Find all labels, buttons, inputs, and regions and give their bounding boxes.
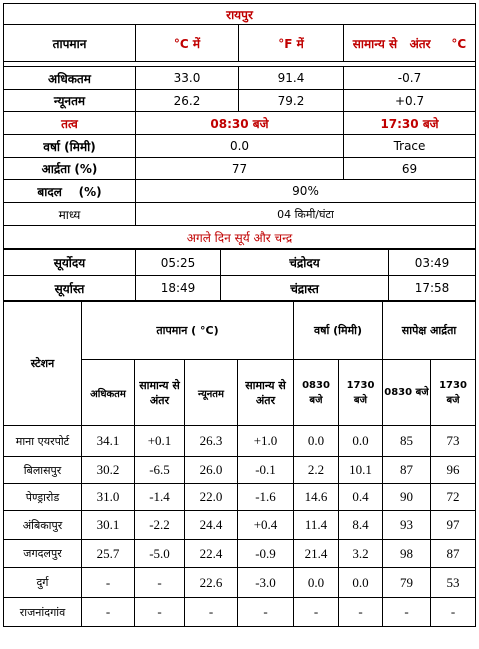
cloud-value: 90%: [136, 180, 476, 203]
humidity-1730: 87: [431, 540, 476, 568]
max-col-header: अधिकतम: [82, 360, 135, 426]
rain-0830: -: [294, 598, 339, 627]
sunrise-label: सूर्योदय: [4, 250, 136, 276]
cloud-label: बादल (%): [4, 180, 136, 203]
max-diff: -: [135, 598, 185, 627]
max-diff: -: [135, 568, 185, 598]
humidity-1730: 97: [431, 511, 476, 540]
rain-1730: 0.4: [339, 484, 383, 511]
humidity-1730: 69: [344, 158, 476, 180]
sunset-label: सूर्यास्त: [4, 276, 136, 301]
table-row: [4, 568, 476, 598]
element-label: तत्व: [4, 112, 136, 135]
min-temp: 22.4: [185, 540, 238, 568]
moonrise-label: चंद्रोदय: [221, 250, 389, 276]
sunset-value: 18:49: [136, 276, 221, 301]
humidity-1730: 73: [431, 426, 476, 457]
max-temp: 30.1: [82, 511, 135, 540]
rain-1730: Trace: [344, 135, 476, 158]
station-name: राजनांदगांव: [4, 598, 82, 627]
rain-1730: 10.1: [339, 457, 383, 484]
max-diff: -5.0: [135, 540, 185, 568]
sun-moon-table: [3, 249, 476, 301]
min-temp: 26.0: [185, 457, 238, 484]
normal-diff-header: सामान्य से अंतर °C: [344, 25, 476, 62]
humidity-0830: 87: [383, 457, 431, 484]
table-row: [4, 598, 476, 627]
table-row: [4, 511, 476, 540]
sunrise-value: 05:25: [136, 250, 221, 276]
rain-0830: 0.0: [294, 568, 339, 598]
humidity-label: आर्द्रता (%): [4, 158, 136, 180]
max-diff: -2.2: [135, 511, 185, 540]
max-temp: -: [82, 568, 135, 598]
humidity-1730: 72: [431, 484, 476, 511]
max-celsius: 33.0: [136, 67, 239, 90]
min-celsius: 26.2: [136, 90, 239, 112]
wind-label: माध्य: [4, 203, 136, 226]
min-diff: +0.4: [238, 511, 294, 540]
min-diff-col-header: सामान्य से अंतर: [238, 360, 294, 426]
humidity-0830: 98: [383, 540, 431, 568]
min-diff: -: [238, 598, 294, 627]
humidity-1730: 96: [431, 457, 476, 484]
humidity-0830: 79: [383, 568, 431, 598]
min-col-header: न्यूनतम: [185, 360, 238, 426]
rain-1730: 0.0: [339, 568, 383, 598]
min-label: न्यूनतम: [4, 90, 136, 112]
max-temp: 30.2: [82, 457, 135, 484]
table-row: [4, 457, 476, 484]
max-diff: -1.4: [135, 484, 185, 511]
station-header: स्टेशन: [4, 302, 82, 426]
rain-0830: 0.0: [294, 426, 339, 457]
next-day-title: अगले दिन सूर्य और चन्द्र: [4, 226, 476, 249]
city-title: रायपुर: [4, 4, 476, 25]
min-diff: -0.1: [238, 457, 294, 484]
moonset-label: चंद्रास्त: [221, 276, 389, 301]
humidity-header: सापेक्ष आर्द्रता: [383, 302, 476, 360]
humidity-1730: -: [431, 598, 476, 627]
celsius-header: °C में: [136, 25, 239, 62]
min-temp: 24.4: [185, 511, 238, 540]
min-temp: -: [185, 598, 238, 627]
temp-header-label: तापमान: [4, 25, 136, 62]
rain-0830: 14.6: [294, 484, 339, 511]
min-diff: -0.9: [238, 540, 294, 568]
max-temp: 25.7: [82, 540, 135, 568]
stations-table: [3, 301, 476, 627]
max-diff: +0.1: [135, 426, 185, 457]
rain-1730: 0.0: [339, 426, 383, 457]
table-row: [4, 484, 476, 511]
station-name: अंबिकापुर: [4, 511, 82, 540]
moonrise-value: 03:49: [389, 250, 476, 276]
station-name: बिलासपुर: [4, 457, 82, 484]
max-diff: -6.5: [135, 457, 185, 484]
fahrenheit-header: °F में: [239, 25, 344, 62]
rain-0830: 0.0: [136, 135, 344, 158]
min-diff: -3.0: [238, 568, 294, 598]
rain-1730: -: [339, 598, 383, 627]
station-name: माना एयरपोर्ट: [4, 426, 82, 457]
station-name: दुर्ग: [4, 568, 82, 598]
min-temp: 26.3: [185, 426, 238, 457]
max-temp: -: [82, 598, 135, 627]
min-temp: 22.6: [185, 568, 238, 598]
humidity-1730: 53: [431, 568, 476, 598]
station-name: पेण्ड्रारोड: [4, 484, 82, 511]
raipur-summary-table: [3, 3, 476, 249]
min-temp: 22.0: [185, 484, 238, 511]
time-0830-header: 08:30 बजे: [136, 112, 344, 135]
max-label: अधिकतम: [4, 67, 136, 90]
min-diff: -1.6: [238, 484, 294, 511]
max-diff-col-header: सामान्य से अंतर: [135, 360, 185, 426]
rain-0830: 11.4: [294, 511, 339, 540]
station-rows: [4, 426, 476, 627]
humidity-0830: 77: [136, 158, 344, 180]
rain-label: वर्षा (मिमी): [4, 135, 136, 158]
humidity-0830-col-header: 0830 बजे: [383, 360, 431, 426]
max-fahrenheit: 91.4: [239, 67, 344, 90]
max-temp: 31.0: [82, 484, 135, 511]
rain-header: वर्षा (मिमी): [294, 302, 383, 360]
humidity-1730-col-header: 1730 बजे: [431, 360, 476, 426]
max-temp: 34.1: [82, 426, 135, 457]
weather-report: [3, 3, 475, 627]
temperature-header: तापमान ( °C): [82, 302, 294, 360]
station-name: जगदलपुर: [4, 540, 82, 568]
min-diff: +0.7: [344, 90, 476, 112]
table-row: [4, 540, 476, 568]
humidity-0830: 85: [383, 426, 431, 457]
rain-1730: 8.4: [339, 511, 383, 540]
min-diff: +1.0: [238, 426, 294, 457]
rain-0830: 21.4: [294, 540, 339, 568]
humidity-0830: 93: [383, 511, 431, 540]
time-1730-header: 17:30 बजे: [344, 112, 476, 135]
humidity-0830: 90: [383, 484, 431, 511]
max-diff: -0.7: [344, 67, 476, 90]
rain-1730-col-header: 1730 बजे: [339, 360, 383, 426]
humidity-0830: -: [383, 598, 431, 627]
table-row: [4, 426, 476, 457]
rain-0830: 2.2: [294, 457, 339, 484]
moonset-value: 17:58: [389, 276, 476, 301]
min-fahrenheit: 79.2: [239, 90, 344, 112]
wind-value: 04 किमी/घंटा: [136, 203, 476, 226]
rain-0830-col-header: 0830 बजे: [294, 360, 339, 426]
rain-1730: 3.2: [339, 540, 383, 568]
